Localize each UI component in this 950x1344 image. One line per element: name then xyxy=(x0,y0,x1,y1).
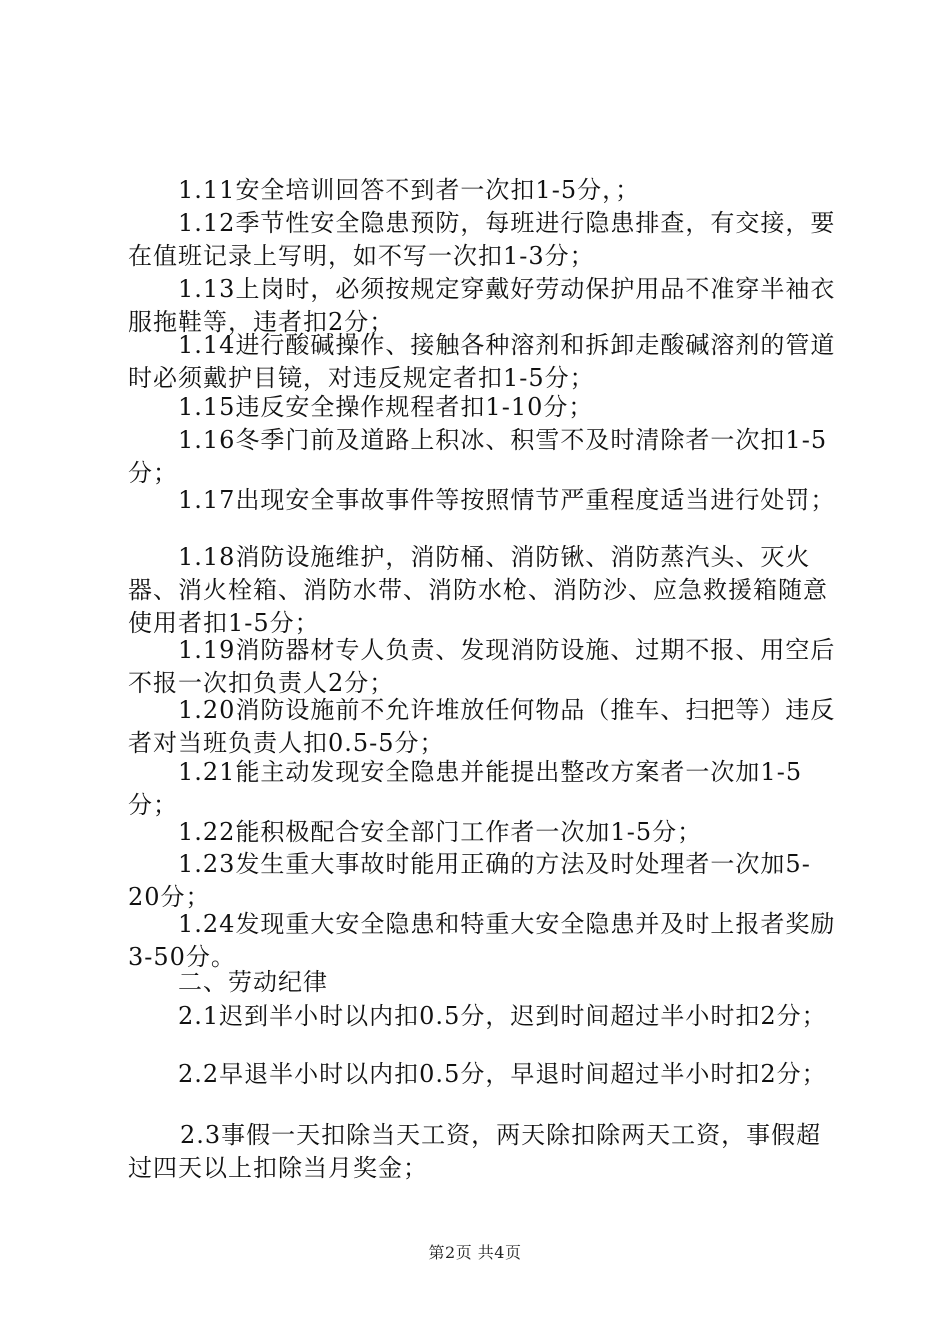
rule-1-16: 1.16冬季门前及道路上积冰、积雪不及时清除者一次扣1-5分； xyxy=(128,426,828,487)
rule-1-19: 1.19消防器材专人负责、发现消防设施、过期不报、用空后不报一次扣负责人2分； xyxy=(128,636,836,697)
rule-1-17: 1.17出现安全事故事件等按照情节严重程度适当进行处罚； xyxy=(178,486,836,514)
rule-1-23: 1.23发生重大事故时能用正确的方法及时处理者一次加5-20分； xyxy=(128,850,811,911)
rule-1-20: 1.20消防设施前不允许堆放任何物品（推车、扫把等）违反者对当班负责人扣0.5-5分； xyxy=(128,696,836,757)
rule-1-13: 1.13上岗时，必须按规定穿戴好劳动保护用品不准穿半袖衣服拖鞋等，违者扣2分； xyxy=(128,275,836,336)
rule-1-24: 1.24发现重大安全隐患和特重大安全隐患并及时上报者奖励3-50分。 xyxy=(128,910,836,971)
rule-1-15: 1.15违反安全操作规程者扣1-10分； xyxy=(178,393,594,421)
page-footer: 第2页 共4页 xyxy=(428,1243,522,1262)
rule-2-3: 2.3事假一天扣除当天工资，两天除扣除两天工资，事假超过四天以上扣除当月奖金； xyxy=(128,1121,822,1182)
rule-1-22: 1.22能积极配合安全部门工作者一次加1-5分； xyxy=(178,818,703,846)
rule-1-12: 1.12季节性安全隐患预防，每班进行隐患排查，有交接，要在值班记录上写明，如不写一次扣1-3分； xyxy=(128,209,836,270)
rule-1-21: 1.21能主动发现安全隐患并能提出整改方案者一次加1-5分； xyxy=(128,758,803,819)
rule-2-2: 2.2早退半小时以内扣0.5分，早退时间超过半小时扣2分； xyxy=(178,1060,827,1088)
rule-1-11: 1.11安全培训回答不到者一次扣1-5分，； xyxy=(178,176,641,204)
section-heading-labor-discipline: 二、劳动纪律 xyxy=(178,968,328,996)
rule-2-1: 2.1迟到半小时以内扣0.5分，迟到时间超过半小时扣2分； xyxy=(178,1002,827,1030)
rule-1-14: 1.14进行酸碱操作、接触各种溶剂和拆卸走酸碱溶剂的管道时必须戴护目镜，对违反规定者扣1-5分； xyxy=(128,331,836,392)
rule-1-18: 1.18消防设施维护，消防桶、消防锹、消防蒸汽头、灭火器、消火栓箱、消防水带、消防水枪、消防沙、应急救援箱随意使用者扣1-5分； xyxy=(128,543,828,637)
